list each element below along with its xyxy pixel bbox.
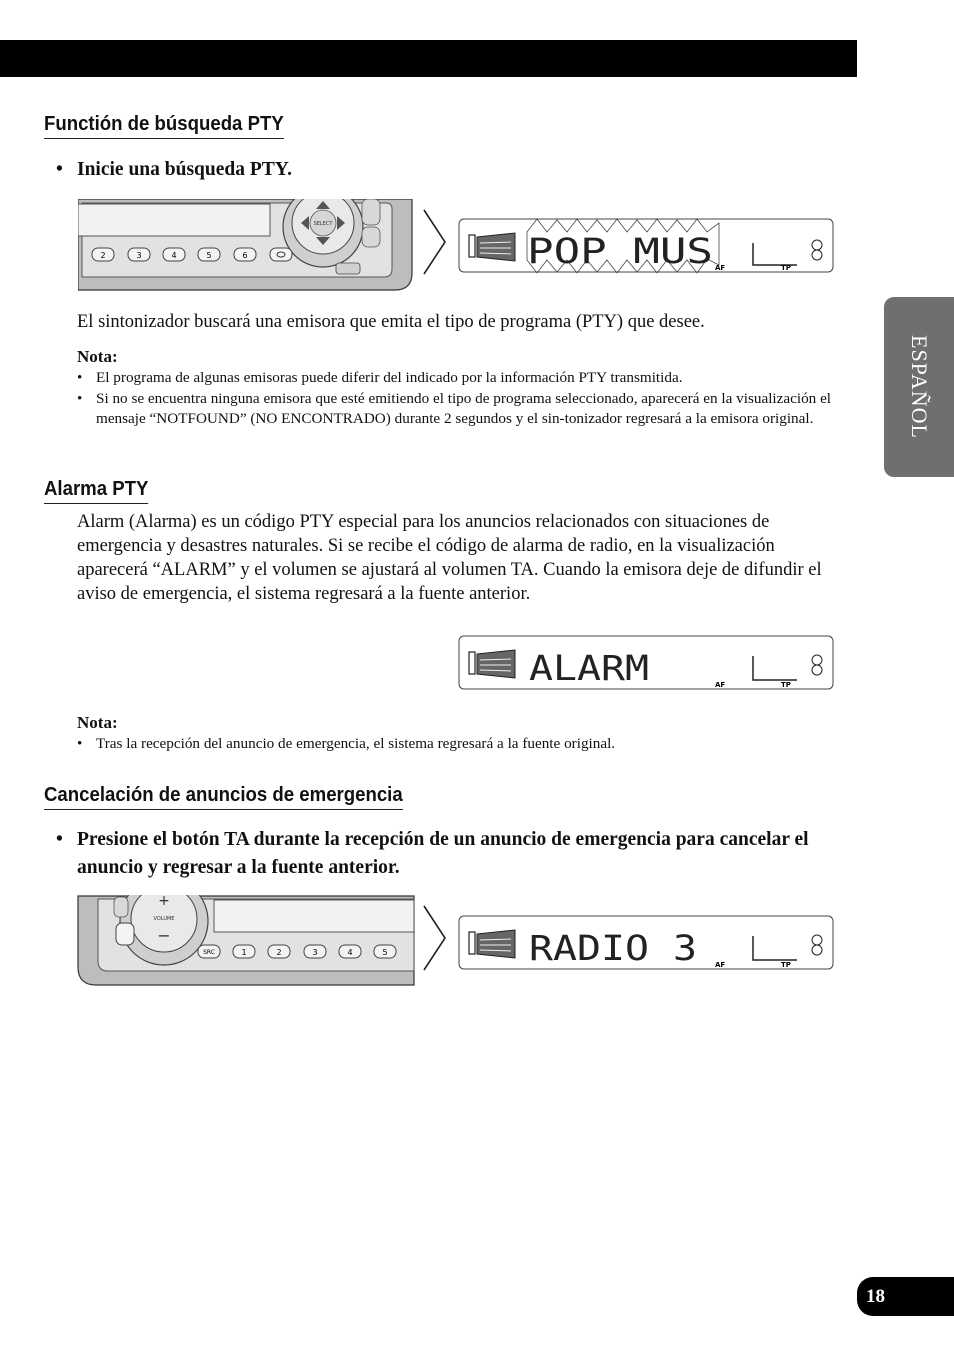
lcd-text-pop-mus: POP MUS: [527, 232, 713, 272]
lcd-text-alarm: ALARM: [529, 649, 649, 689]
arrow-right-icon: [422, 208, 448, 276]
header-bar: [0, 40, 857, 77]
language-tab: [884, 297, 954, 477]
svg-text:SRC: SRC: [203, 949, 215, 956]
svg-text:2: 2: [100, 251, 106, 260]
svg-text:5: 5: [382, 948, 388, 957]
step-cancel: • Presione el botón TA durante la recepción de un anuncio de emergencia para cancelar el anuncio y regresar a la fuente anterior.: [56, 829, 809, 878]
tp-indicator: TP: [781, 961, 791, 969]
lcd-display-alarm: [457, 634, 835, 692]
select-label: SELECT: [313, 221, 333, 227]
svg-text:+: +: [158, 895, 170, 909]
heading-pty-search: Functión de búsqueda PTY: [44, 113, 284, 139]
heading-pty-alarm: Alarma PTY: [44, 478, 148, 504]
heading-cancel: Cancelación de anuncios de emergencia: [44, 784, 403, 810]
svg-text:2: 2: [276, 948, 282, 957]
language-tab-label: ESPAÑOL: [907, 335, 932, 439]
notes-pty-alarm: [77, 734, 832, 755]
svg-text:4: 4: [347, 948, 353, 957]
lcd-icon: [469, 930, 515, 958]
svg-text:6: 6: [242, 251, 248, 260]
step-pty-search: • Inicie una búsqueda PTY.: [56, 159, 292, 180]
page-number: 18: [857, 1277, 954, 1316]
tp-indicator: TP: [781, 264, 791, 272]
lcd-icon: [469, 233, 515, 261]
lcd-display-pop-mus: [457, 215, 835, 277]
note-item: • El programa de algunas emisoras puede diferir del indicado por la información PTY transmitida.: [77, 369, 683, 386]
note-item: • Tras la recepción del anuncio de emergencia, el sistema regresará a la fuente original.: [77, 735, 616, 752]
svg-text:1: 1: [241, 948, 247, 957]
svg-text:−: −: [157, 926, 171, 945]
note-title-1: Nota:: [77, 347, 118, 366]
af-indicator: AF: [715, 681, 726, 689]
pty-search-description: El sintonizador buscará una emisora que emita el tipo de programa (PTY) que desee.: [77, 312, 705, 332]
lcd-text-radio-3: RADIO 3: [529, 929, 697, 969]
pty-alarm-description: Alarm (Alarma) es un código PTY especial para los anuncios relacionados con situaciones de emergencia y desastres naturales. Si se recibe el código de alarma de radio, en la visualización aparecerá “ALARM” y el volumen se ajustará al volumen TA. Cuando la emisora deje de difundir el aviso de emergencia, el sistema regresará a la fuente anterior.: [77, 512, 822, 604]
svg-text:5: 5: [206, 251, 212, 260]
head-unit-illustration-1: [78, 199, 414, 291]
notes-pty-search: [77, 368, 832, 430]
note-item: • Si no se encuentra ninguna emisora que esté emitiendo el tipo de programa seleccionado, aparecerá en la visualización el mensaje “NOTFOUND” (NO ENCONTRADO) durante 2 segundos y el sin-tonizador regresará a la emisora original.: [77, 389, 832, 427]
tp-indicator: TP: [781, 681, 791, 689]
svg-text:4: 4: [171, 251, 177, 260]
af-indicator: AF: [715, 264, 726, 272]
volume-label: VOLUME: [153, 916, 175, 922]
lcd-icon: [469, 650, 515, 678]
svg-text:3: 3: [136, 251, 142, 260]
arrow-right-icon: [422, 904, 448, 972]
lcd-display-radio-3: [457, 914, 835, 972]
af-indicator: AF: [715, 961, 726, 969]
note-title-2: Nota:: [77, 713, 118, 732]
head-unit-illustration-2: [76, 895, 416, 987]
svg-text:3: 3: [312, 948, 318, 957]
